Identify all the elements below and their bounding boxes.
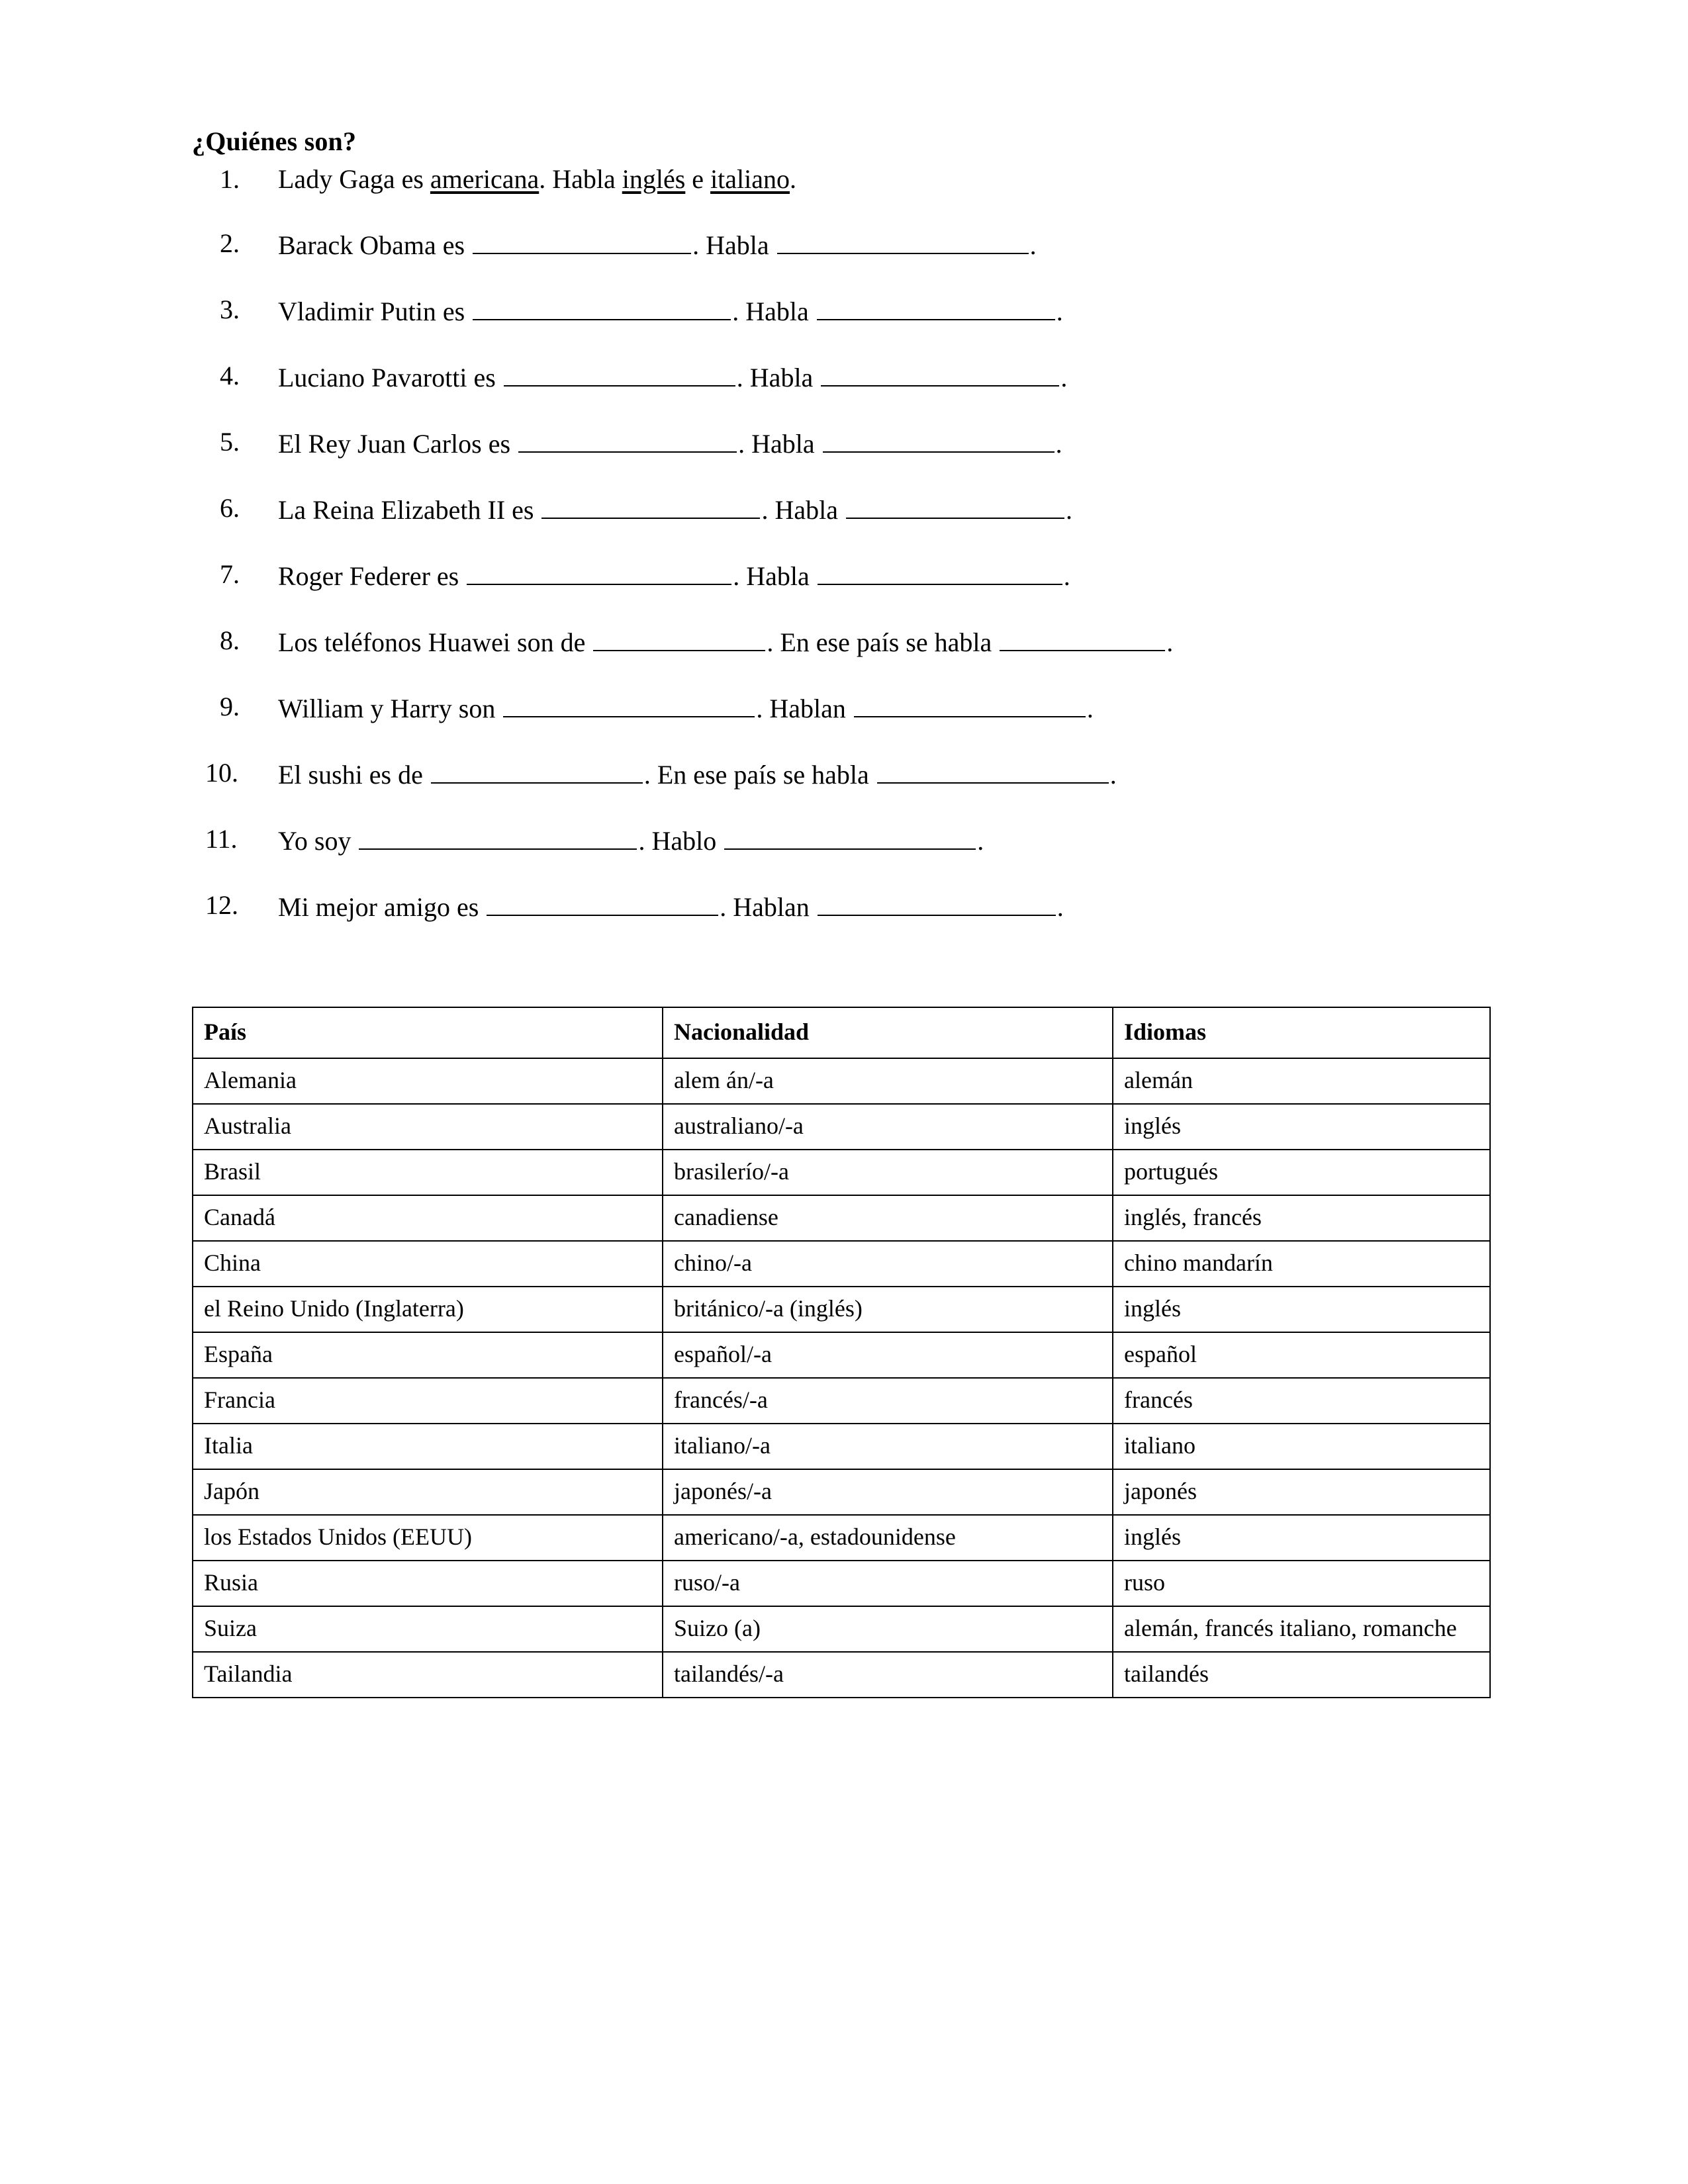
cell-nacionalidad: japonés/-a bbox=[663, 1469, 1113, 1515]
sentence-text: . Habla bbox=[692, 230, 776, 260]
answer-filled: inglés bbox=[622, 164, 686, 194]
sentence-text: Mi mejor amigo es bbox=[278, 892, 486, 922]
list-item bbox=[192, 627, 1549, 656]
cell-nacionalidad: británico/-a (inglés) bbox=[663, 1287, 1113, 1332]
cell-idiomas: italiano bbox=[1113, 1424, 1490, 1469]
vocabulary-table bbox=[192, 1007, 1491, 1698]
table-row bbox=[193, 1652, 1490, 1698]
sentence-text: El Rey Juan Carlos es bbox=[278, 429, 518, 459]
sentence-text: . bbox=[977, 826, 984, 856]
sentence-text: William y Harry son bbox=[278, 694, 502, 723]
table-row bbox=[193, 1287, 1490, 1332]
column-header-nacionalidad: Nacionalidad bbox=[663, 1007, 1113, 1058]
table-row bbox=[193, 1195, 1490, 1241]
sentence-text: . Habla bbox=[736, 363, 820, 392]
cell-nacionalidad: español/-a bbox=[663, 1332, 1113, 1378]
sentence-text: . bbox=[1066, 495, 1072, 525]
sentence-text: . Hablan bbox=[756, 694, 853, 723]
sentence-text: . Habla bbox=[733, 561, 816, 591]
list-item-number: 11. bbox=[205, 824, 238, 854]
list-item bbox=[192, 166, 1549, 193]
sentence-text: . bbox=[1063, 561, 1070, 591]
sentence-text: Roger Federer es bbox=[278, 561, 466, 591]
answer-blank[interactable] bbox=[503, 694, 755, 717]
answer-filled: americana bbox=[430, 164, 539, 194]
table-row bbox=[193, 1241, 1490, 1287]
cell-nacionalidad: italiano/-a bbox=[663, 1424, 1113, 1469]
cell-nacionalidad: australiano/-a bbox=[663, 1104, 1113, 1150]
answer-blank[interactable] bbox=[823, 429, 1055, 453]
table-row bbox=[193, 1469, 1490, 1515]
cell-idiomas: tailandés bbox=[1113, 1652, 1490, 1698]
cell-idiomas: alemán, francés italiano, romanche bbox=[1113, 1606, 1490, 1652]
list-item-number: 8. bbox=[220, 625, 240, 655]
answer-filled: italiano bbox=[710, 164, 790, 194]
answer-blank[interactable] bbox=[473, 230, 691, 254]
cell-idiomas: alemán bbox=[1113, 1058, 1490, 1104]
sentence-text: . bbox=[1056, 892, 1064, 922]
cell-nacionalidad: Suizo (a) bbox=[663, 1606, 1113, 1652]
sentence-text: . Hablo bbox=[638, 826, 724, 856]
cell-pais: Italia bbox=[193, 1424, 663, 1469]
list-item bbox=[192, 826, 1549, 854]
table-row bbox=[193, 1515, 1490, 1561]
answer-blank[interactable] bbox=[541, 495, 760, 519]
answer-blank[interactable] bbox=[467, 561, 731, 585]
table-row bbox=[193, 1058, 1490, 1104]
cell-pais: Alemania bbox=[193, 1058, 663, 1104]
answer-blank[interactable] bbox=[818, 561, 1062, 585]
table-header-row bbox=[193, 1007, 1490, 1058]
sentence-text: . bbox=[1055, 429, 1062, 459]
cell-idiomas: inglés bbox=[1113, 1104, 1490, 1150]
answer-blank[interactable] bbox=[817, 296, 1055, 320]
sentence-text: La Reina Elizabeth II es bbox=[278, 495, 541, 525]
answer-blank[interactable] bbox=[854, 694, 1086, 717]
cell-idiomas: japonés bbox=[1113, 1469, 1490, 1515]
list-item-number: 6. bbox=[220, 493, 240, 523]
table-row bbox=[193, 1424, 1490, 1469]
sentence-text: Barack Obama es bbox=[278, 230, 472, 260]
sentence-text: . Habla bbox=[539, 164, 622, 194]
cell-nacionalidad: americano/-a, estadounidense bbox=[663, 1515, 1113, 1561]
table-row bbox=[193, 1561, 1490, 1606]
list-item bbox=[192, 892, 1549, 921]
list-item-number: 5. bbox=[220, 427, 240, 457]
cell-idiomas: español bbox=[1113, 1332, 1490, 1378]
answer-blank[interactable] bbox=[593, 627, 765, 651]
cell-pais: Francia bbox=[193, 1378, 663, 1424]
list-item-number: 10. bbox=[205, 758, 238, 788]
list-item bbox=[192, 363, 1549, 391]
sentence-text: . bbox=[1056, 296, 1063, 326]
list-item-number: 12. bbox=[205, 890, 238, 920]
answer-blank[interactable] bbox=[877, 760, 1109, 784]
list-item bbox=[192, 296, 1549, 325]
table-row bbox=[193, 1104, 1490, 1150]
cell-pais: China bbox=[193, 1241, 663, 1287]
sentence-text: . bbox=[790, 164, 797, 194]
sentence-text: . bbox=[1109, 760, 1117, 790]
cell-nacionalidad: ruso/-a bbox=[663, 1561, 1113, 1606]
exercise-list bbox=[192, 166, 1549, 921]
cell-nacionalidad: canadiense bbox=[663, 1195, 1113, 1241]
list-item-number: 7. bbox=[220, 559, 240, 589]
sentence-text: . bbox=[1060, 363, 1068, 392]
cell-pais: los Estados Unidos (EEUU) bbox=[193, 1515, 663, 1561]
cell-idiomas: francés bbox=[1113, 1378, 1490, 1424]
cell-nacionalidad: alem án/-a bbox=[663, 1058, 1113, 1104]
page-title: ¿Quiénes son? bbox=[192, 126, 357, 156]
list-item-number: 3. bbox=[220, 295, 240, 324]
list-item bbox=[192, 760, 1549, 788]
list-item bbox=[192, 495, 1549, 523]
column-header-idiomas: Idiomas bbox=[1113, 1007, 1490, 1058]
list-item bbox=[192, 694, 1549, 722]
cell-nacionalidad: brasilerío/-a bbox=[663, 1150, 1113, 1195]
cell-idiomas: portugués bbox=[1113, 1150, 1490, 1195]
cell-idiomas: inglés, francés bbox=[1113, 1195, 1490, 1241]
cell-idiomas: inglés bbox=[1113, 1515, 1490, 1561]
answer-blank[interactable] bbox=[1000, 627, 1165, 651]
cell-pais: Rusia bbox=[193, 1561, 663, 1606]
answer-blank[interactable] bbox=[359, 826, 637, 850]
cell-nacionalidad: chino/-a bbox=[663, 1241, 1113, 1287]
sentence-text: Vladimir Putin es bbox=[278, 296, 472, 326]
answer-blank[interactable] bbox=[724, 826, 976, 850]
table-row bbox=[193, 1150, 1490, 1195]
cell-pais: Suiza bbox=[193, 1606, 663, 1652]
table-row bbox=[193, 1332, 1490, 1378]
cell-pais: Australia bbox=[193, 1104, 663, 1150]
sentence-text: . Habla bbox=[732, 296, 816, 326]
cell-pais: Tailandia bbox=[193, 1652, 663, 1698]
table-row bbox=[193, 1606, 1490, 1652]
sentence-text: . En ese país se habla bbox=[767, 627, 999, 657]
cell-pais: Brasil bbox=[193, 1150, 663, 1195]
sentence-text: e bbox=[685, 164, 711, 194]
answer-blank[interactable] bbox=[487, 892, 718, 916]
cell-pais: Japón bbox=[193, 1469, 663, 1515]
sentence-text: . Habla bbox=[738, 429, 821, 459]
answer-blank[interactable] bbox=[518, 429, 737, 453]
answer-blank[interactable] bbox=[818, 892, 1056, 916]
cell-idiomas: chino mandarín bbox=[1113, 1241, 1490, 1287]
list-item-number: 1. bbox=[220, 164, 240, 194]
sentence-text: . bbox=[1166, 627, 1174, 657]
table-row bbox=[193, 1378, 1490, 1424]
cell-pais: Canadá bbox=[193, 1195, 663, 1241]
list-item bbox=[192, 561, 1549, 590]
list-item-number: 4. bbox=[220, 361, 240, 390]
column-header-pais: País bbox=[193, 1007, 663, 1058]
list-item bbox=[192, 230, 1549, 259]
cell-pais: el Reino Unido (Inglaterra) bbox=[193, 1287, 663, 1332]
sentence-text: Luciano Pavarotti es bbox=[278, 363, 502, 392]
list-item bbox=[192, 429, 1549, 457]
cell-pais: España bbox=[193, 1332, 663, 1378]
sentence-text: . Hablan bbox=[720, 892, 816, 922]
cell-nacionalidad: francés/-a bbox=[663, 1378, 1113, 1424]
sentence-text: Lady Gaga es bbox=[278, 164, 430, 194]
sentence-text: El sushi es de bbox=[278, 760, 430, 790]
sentence-text: . bbox=[1086, 694, 1094, 723]
answer-blank[interactable] bbox=[504, 363, 735, 387]
answer-blank[interactable] bbox=[473, 296, 731, 320]
cell-idiomas: ruso bbox=[1113, 1561, 1490, 1606]
sentence-text: . bbox=[1029, 230, 1037, 260]
list-item-number: 9. bbox=[220, 692, 240, 721]
sentence-text: Los teléfonos Huawei son de bbox=[278, 627, 592, 657]
sentence-text: . Habla bbox=[761, 495, 845, 525]
answer-blank[interactable] bbox=[821, 363, 1059, 387]
sentence-text: . En ese país se habla bbox=[643, 760, 876, 790]
answer-blank[interactable] bbox=[846, 495, 1064, 519]
sentence-text: Yo soy bbox=[278, 826, 358, 856]
cell-idiomas: inglés bbox=[1113, 1287, 1490, 1332]
cell-nacionalidad: tailandés/-a bbox=[663, 1652, 1113, 1698]
list-item-number: 2. bbox=[220, 228, 240, 258]
answer-blank[interactable] bbox=[431, 760, 643, 784]
answer-blank[interactable] bbox=[777, 230, 1029, 254]
